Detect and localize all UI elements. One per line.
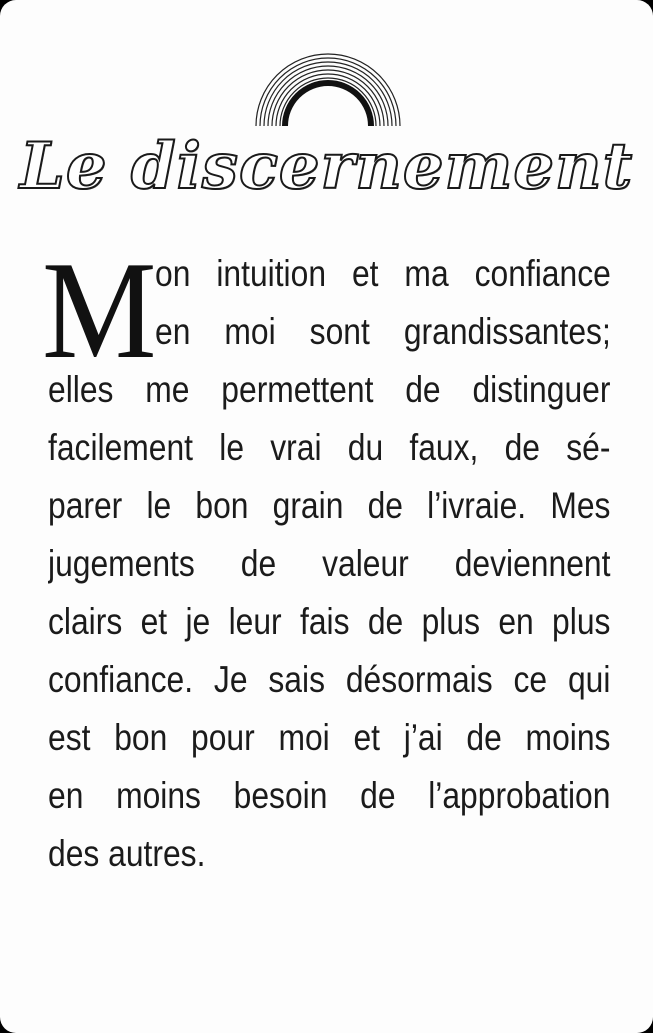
text-line: facilement le vrai du faux, de sé- [48, 427, 611, 468]
text-line: est bon pour moi et j’ai de moins [48, 717, 611, 758]
text-line: parer le bon grain de l’ivraie. Mes [48, 485, 611, 526]
text-line: en moi sont grandissantes; [155, 311, 611, 352]
text-line: des autres. [48, 833, 206, 874]
rainbow-arch-icon [252, 46, 404, 128]
text-line: on intuition et ma confiance [155, 253, 611, 294]
affirmation-text [42, 233, 611, 883]
text-line: jugements de valeur deviennent [48, 543, 611, 584]
text-line: confiance. Je sais désormais ce qui [48, 659, 611, 700]
text-line: clairs et je leur fais de plus en plus [48, 601, 611, 642]
text-line: en moins besoin de l’approbation [48, 775, 611, 816]
card-title: Le discernement [19, 129, 634, 204]
drop-cap: M [42, 233, 157, 388]
text-line: elles me permettent de distinguer [48, 369, 611, 410]
